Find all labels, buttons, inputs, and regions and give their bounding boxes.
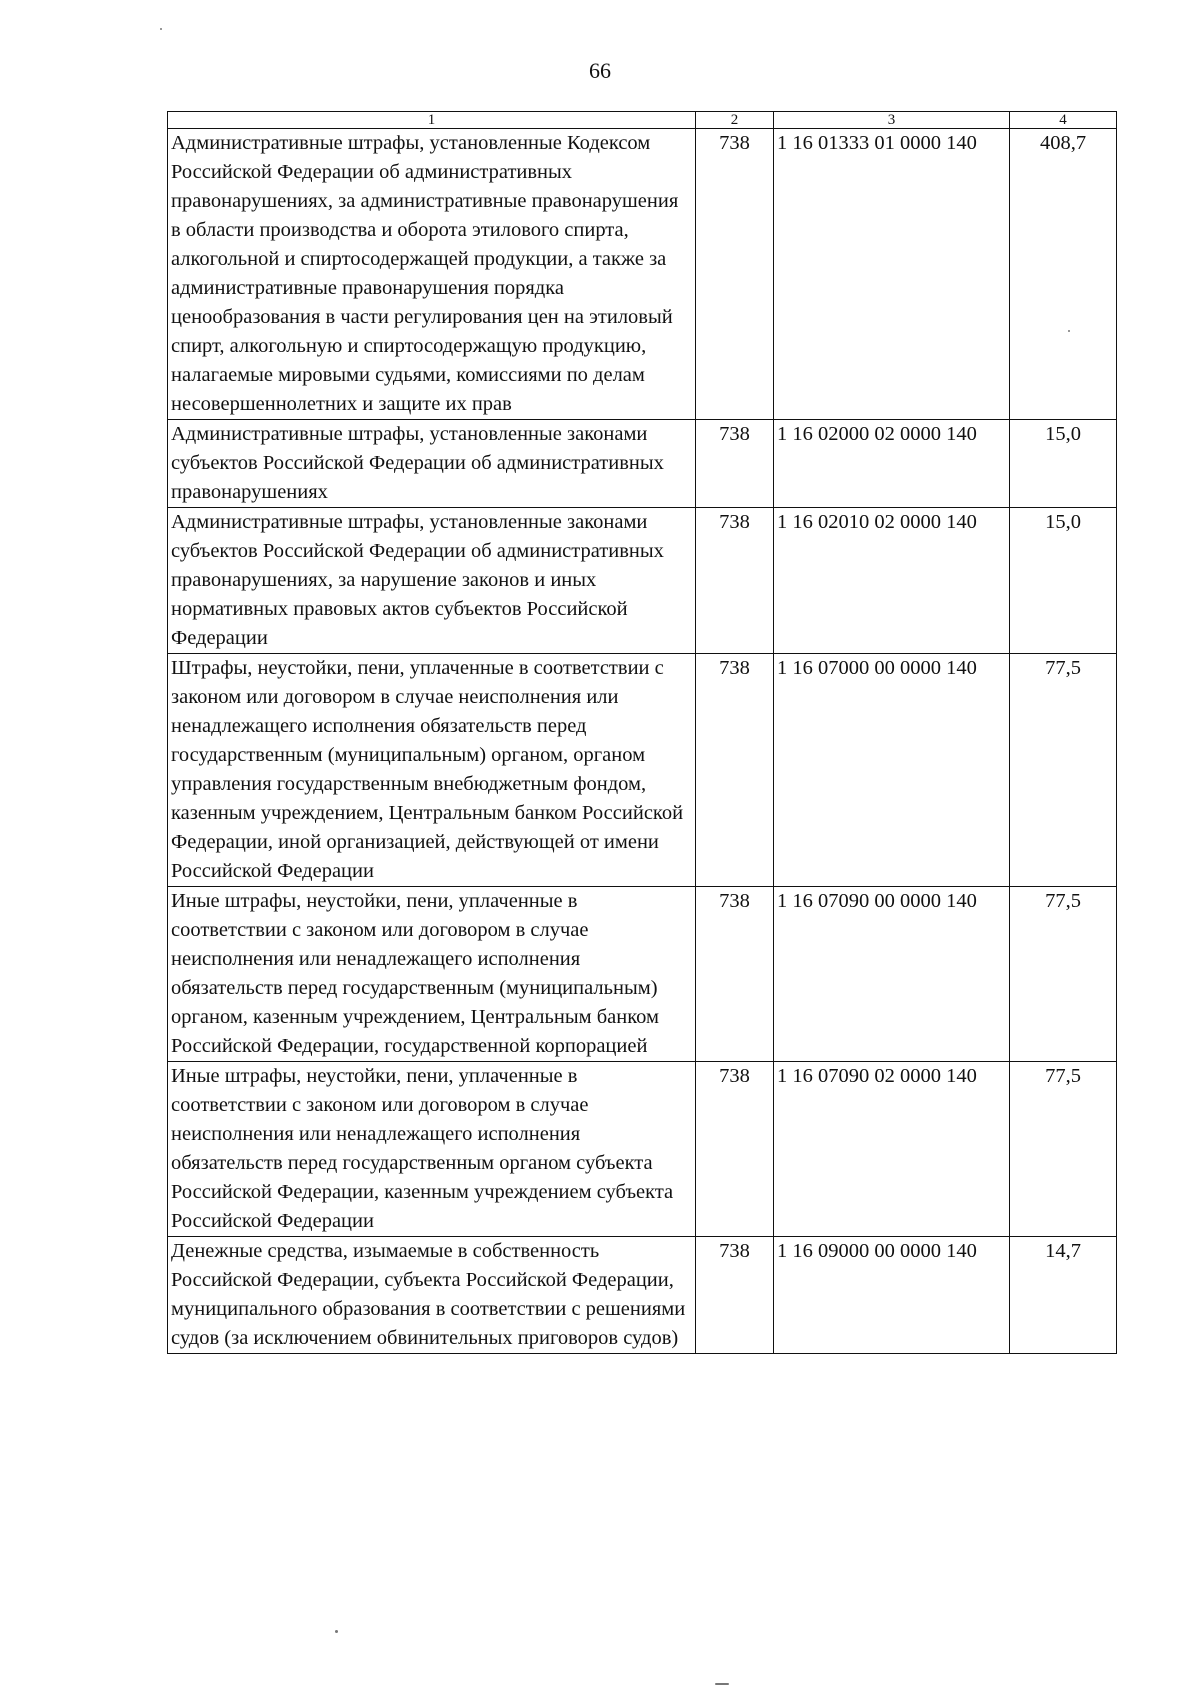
- header-col-4: 4: [1010, 112, 1117, 129]
- row-name-cell: Административные штрафы, установленные Кодексом Российской Федерации об административных правонарушениях, за административные правонарушения в области производства и оборота этилового спирта, алкогольной и спиртосодержащей продукции, а также за административные правонарушения порядка ценообразования в части регулирования цен на этиловый спирт, алкогольную и спиртосодержащую продукцию, налагаемые мировыми судьями, комиссиями по делам несовершеннолетних и защите их прав: [168, 129, 696, 420]
- row-code-cell: 1 16 07090 02 0000 140: [774, 1062, 1010, 1237]
- table-row: [168, 1237, 1117, 1354]
- row-amount-cell: 15,0: [1010, 420, 1117, 508]
- table-row: [168, 887, 1117, 1062]
- row-code-cell: 1 16 02000 02 0000 140: [774, 420, 1010, 508]
- scan-speck: [1068, 330, 1070, 332]
- table-header-row: [168, 112, 1117, 129]
- budget-revenue-table: [167, 111, 1117, 1354]
- page-number: 66: [589, 58, 611, 83]
- table-row: [168, 420, 1117, 508]
- row-code-cell: 1 16 02010 02 0000 140: [774, 508, 1010, 654]
- row-admin-cell: 738: [696, 420, 774, 508]
- row-admin-cell: 738: [696, 1237, 774, 1354]
- scan-speck: [335, 1630, 338, 1633]
- row-name-cell: Иные штрафы, неустойки, пени, уплаченные в соответствии с законом или договором в случае неисполнения или ненадлежащего исполнения обязательств перед государственным органом субъекта Российской Федерации, казенным учреждением субъекта Российской Федерации: [168, 1062, 696, 1237]
- row-amount-cell: 77,5: [1010, 654, 1117, 887]
- row-admin-cell: 738: [696, 887, 774, 1062]
- table-row: [168, 1062, 1117, 1237]
- row-admin-cell: 738: [696, 508, 774, 654]
- row-name-cell: Штрафы, неустойки, пени, уплаченные в соответствии с законом или договором в случае неисполнения или ненадлежащего исполнения обязательств перед государственным (муниципальным) органом, органом управления государственным внебюджетным фондом, казенным учреждением, Центральным банком Российской Федерации, иной организацией, действующей от имени Российской Федерации: [168, 654, 696, 887]
- row-amount-cell: 15,0: [1010, 508, 1117, 654]
- row-amount-cell: 77,5: [1010, 1062, 1117, 1237]
- row-code-cell: 1 16 09000 00 0000 140: [774, 1237, 1010, 1354]
- row-code-cell: 1 16 07000 00 0000 140: [774, 654, 1010, 887]
- header-col-2: 2: [696, 112, 774, 129]
- row-admin-cell: 738: [696, 129, 774, 420]
- row-amount-cell: 77,5: [1010, 887, 1117, 1062]
- scan-speck: [715, 1683, 729, 1685]
- header-col-1: 1: [168, 112, 696, 129]
- row-name-cell: Иные штрафы, неустойки, пени, уплаченные в соответствии с законом или договором в случае неисполнения или ненадлежащего исполнения обязательств перед государственным (муниципальным) органом, казенным учреждением, Центральным банком Российской Федерации, государственной корпорацией: [168, 887, 696, 1062]
- table-row: [168, 508, 1117, 654]
- row-amount-cell: 14,7: [1010, 1237, 1117, 1354]
- row-code-cell: 1 16 07090 00 0000 140: [774, 887, 1010, 1062]
- scan-speck: [160, 28, 162, 30]
- row-amount-cell: 408,7: [1010, 129, 1117, 420]
- row-code-cell: 1 16 01333 01 0000 140: [774, 129, 1010, 420]
- table-row: [168, 129, 1117, 420]
- table-row: [168, 654, 1117, 887]
- row-admin-cell: 738: [696, 654, 774, 887]
- row-name-cell: Административные штрафы, установленные законами субъектов Российской Федерации об административных правонарушениях: [168, 420, 696, 508]
- row-name-cell: Денежные средства, изымаемые в собственность Российской Федерации, субъекта Российской Федерации, муниципального образования в соответствии с решениями судов (за исключением обвинительных приговоров судов): [168, 1237, 696, 1354]
- header-col-3: 3: [774, 112, 1010, 129]
- row-name-cell: Административные штрафы, установленные законами субъектов Российской Федерации об административных правонарушениях, за нарушение законов и иных нормативных правовых актов субъектов Российской Федерации: [168, 508, 696, 654]
- row-admin-cell: 738: [696, 1062, 774, 1237]
